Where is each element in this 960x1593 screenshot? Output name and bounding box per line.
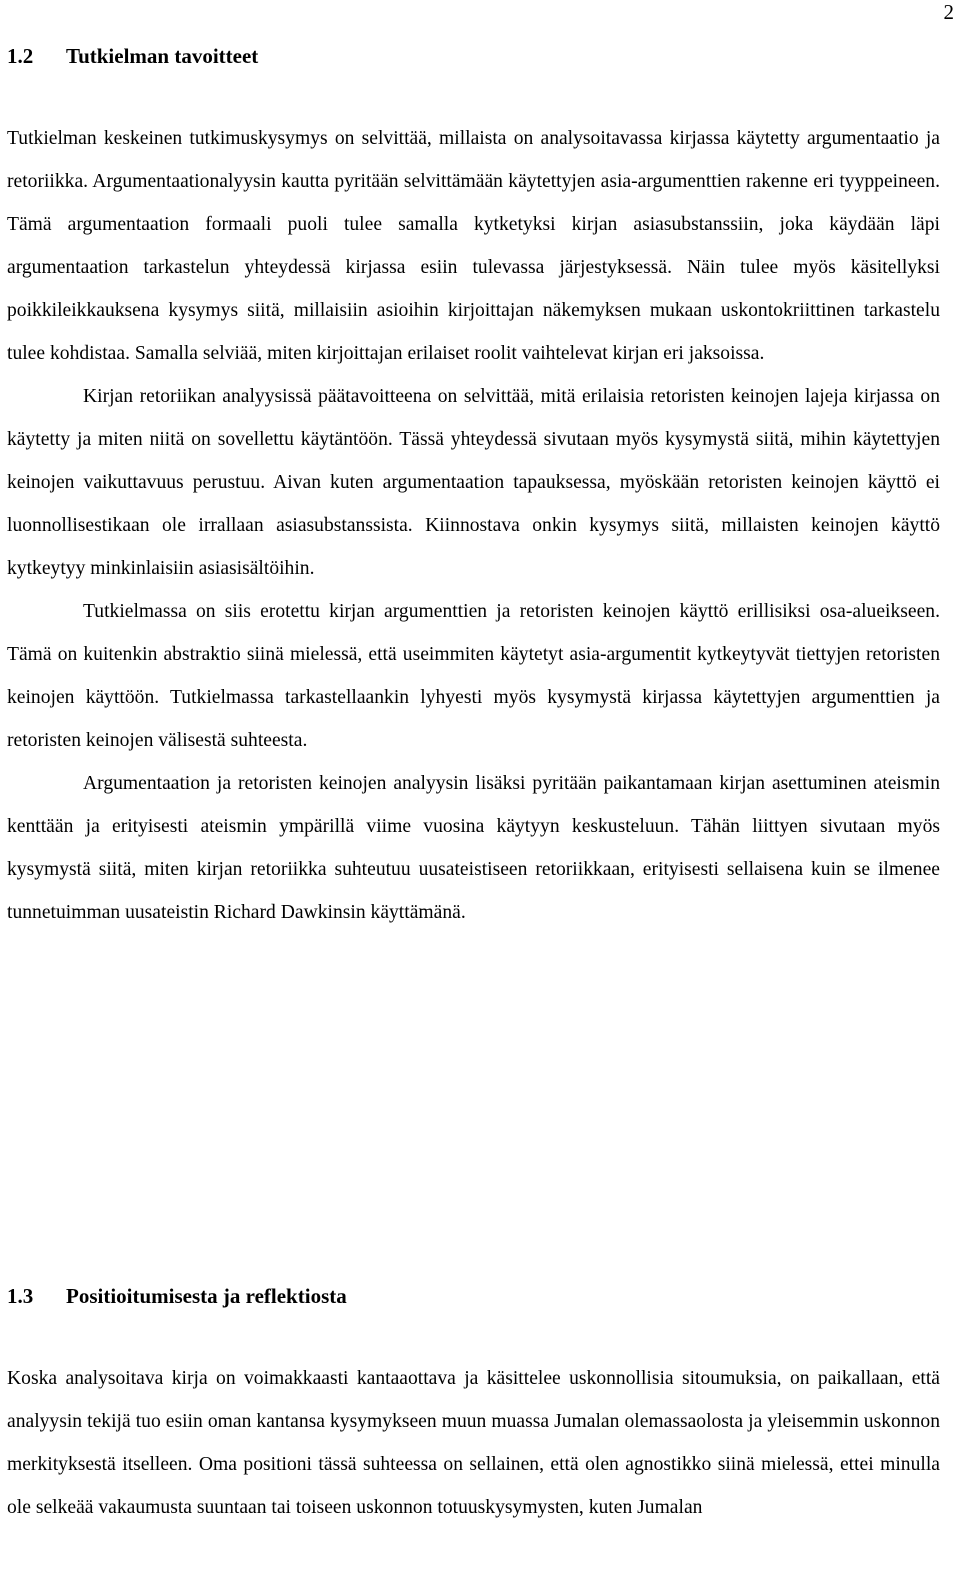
section-number: 1.2	[7, 44, 34, 68]
section-title: Tutkielman tavoitteet	[66, 44, 259, 68]
paragraph: Tutkielman keskeinen tutkimuskysymys on selvittää, millaista on analysoitavassa kirjassa käytetty argumentaatio ja retoriikka. Argumentaationalyysin kautta pyritään selvittämään käytettyjen asia-argumenttien rakenne eri tyyppeineen. Tämä argumentaation formaali puoli tulee samalla kytketyksi kirjan asiasubstanssiin, joka käydään läpi argumentaation tarkastelun yhteydessä kirjassa esiin tulevassa järjestyksessä. Näin tulee myös käsitellyksi poikkileikkauksena kysymys siitä, millaisiin asioihin kirjoittajan näkemyksen mukaan uskontokriittinen tarkastelu tulee kohdistaa. Samalla selviää, miten kirjoittajan erilaiset roolit vaihtelevat kirjan eri jaksoissa.	[7, 128, 940, 364]
page-number: 2	[943, 0, 954, 24]
paragraph: Argumentaation ja retoristen keinojen analyysin lisäksi pyritään paikantamaan kirjan asettuminen ateismin kenttään ja erityisesti ateismin ympärillä viime vuosina käytyyn keskusteluun. Tähän liittyen sivutaan myös kysymystä siitä, miten kirjan retoriikka suhteutuu uusateistiseen retoriikkaan, erityisesti sellaisena kuin se ilmenee tunnetuimman uusateistin Richard Dawkinsin käyttämänä.	[7, 773, 940, 923]
paragraph: Tutkielmassa on siis erotettu kirjan argumenttien ja retoristen keinojen käyttö erillisiksi osa-alueikseen. Tämä on kuitenkin abstraktio siinä mielessä, että useimmiten käytetyt asia-argumentit kytkeytyvät tiettyjen retoristen keinojen käyttöön. Tutkielmassa tarkastellaankin lyhyesti myös kysymystä kirjassa käytettyjen argumenttien ja retoristen keinojen välisestä suhteesta.	[7, 601, 940, 751]
section-body-1-3	[7, 1357, 940, 1529]
paragraph: Kirjan retoriikan analyysissä päätavoitteena on selvittää, mitä erilaisia retoristen keinojen lajeja kirjassa on käytetty ja miten niitä on sovellettu käytäntöön. Tässä yhteydessä sivutaan myös kysymystä siitä, mihin käytettyjen keinojen vaikuttavuus perustuu. Aivan kuten argumentaation tapauksessa, myöskään retoristen keinojen käyttö ei luonnollisestikaan ole irrallaan asiasubstanssista. Kiinnostava onkin kysymys siitä, millaisten keinojen käyttö kytkeytyy minkinlaisiin asiasisältöihin.	[7, 386, 940, 579]
section-number: 1.3	[7, 1284, 34, 1308]
section-heading-1-3	[7, 1284, 347, 1308]
section-body-1-2	[7, 117, 940, 934]
paragraph: Koska analysoitava kirja on voimakkaasti kantaaottava ja käsittelee uskonnollisia sitoumuksia, on paikallaan, että analyysin tekijä tuo esiin oman kantansa kysymykseen muun muassa Jumalan olemassaolosta ja yleisemmin uskonnon merkityksestä itselleen. Oma positioni tässä suhteessa on sellainen, että olen agnostikko siinä mielessä, ettei minulla ole selkeää vakaumusta suuntaan tai toiseen uskonnon totuuskysymysten, kuten Jumalan	[7, 1368, 940, 1518]
section-title: Positioitumisesta ja reflektiosta	[66, 1284, 347, 1308]
section-heading-1-2	[7, 44, 258, 68]
